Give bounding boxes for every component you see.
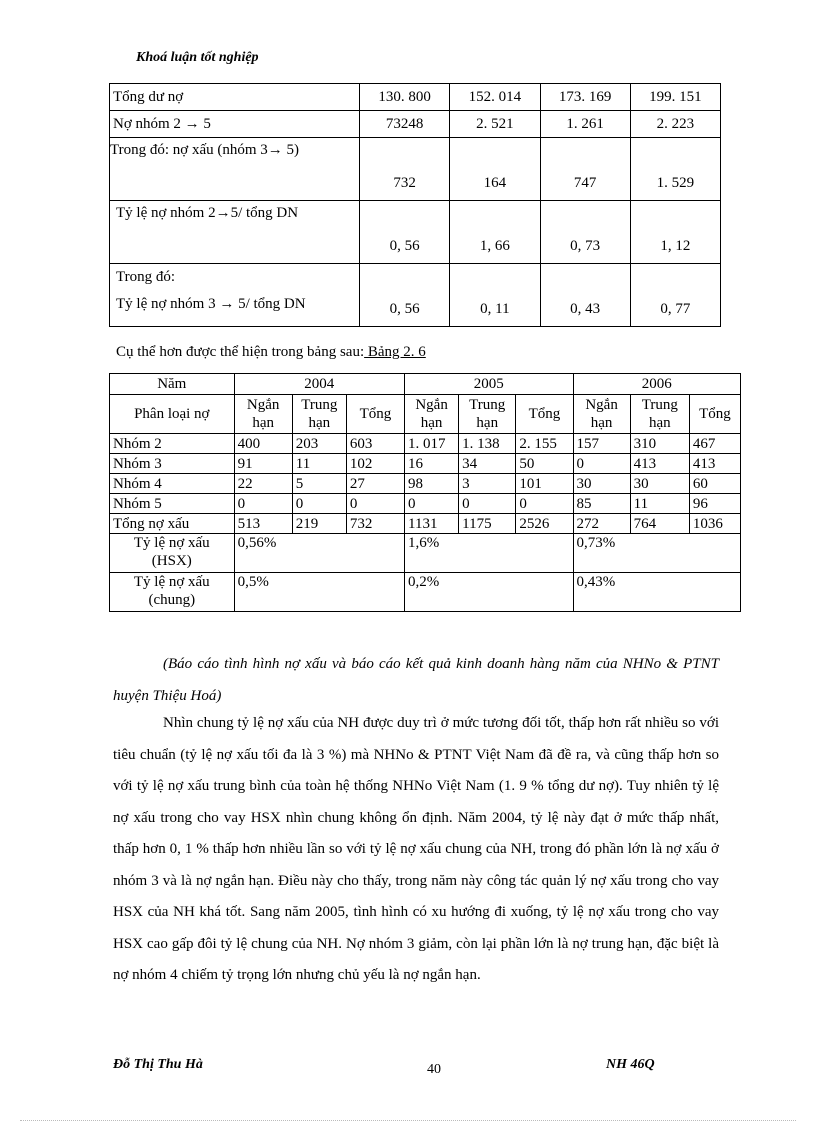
table-cell: 0 (346, 494, 404, 514)
table-cell: 130. 800 (360, 84, 450, 111)
row-label-line: Tỷ lệ nợ nhóm 3 → 5/ tổng DN (116, 296, 306, 312)
table-cell: 101 (516, 474, 573, 494)
table-cell: 30 (630, 474, 689, 494)
row-label (110, 264, 360, 327)
total-header: Tổng (689, 395, 740, 434)
source-note: (Báo cáo tình hình nợ xấu và báo cáo kết quả kinh doanh hàng năm của NHNo & PTNT huyện Thiệu Hoá) (113, 656, 719, 704)
caption-text: Cụ thể hơn được thể hiện trong bảng sau: (116, 344, 365, 360)
table-cell: 1. 529 (630, 138, 720, 201)
table-cell: 1036 (689, 514, 740, 534)
table-cell: 0, 73 (540, 201, 630, 264)
table-row (110, 454, 741, 474)
row-label: Tổng dư nợ (110, 84, 360, 111)
table-cell: 3 (459, 474, 516, 494)
table-cell: 1. 138 (459, 434, 516, 454)
table-cell: 22 (234, 474, 292, 494)
row-label: Trong đó: nợ xấu (nhóm 3→ 5) (110, 138, 360, 201)
table-cell: 219 (292, 514, 346, 534)
table-cell: 27 (346, 474, 404, 494)
table-cell: 2. 223 (630, 111, 720, 138)
table-cell: 0 (405, 494, 459, 514)
table-row (110, 494, 741, 514)
table-subheader-row (110, 395, 741, 434)
label-line: (HSX) (151, 553, 192, 569)
year-2004-header: 2004 (234, 374, 404, 395)
table-cell: 272 (573, 514, 630, 534)
header-line: hạn (252, 415, 274, 431)
label-line: Tỷ lệ nợ xấu (133, 535, 210, 551)
table-cell: 34 (459, 454, 516, 474)
table-cell: 732 (346, 514, 404, 534)
row-label (110, 534, 235, 573)
table-cell: 164 (450, 138, 540, 201)
table-cell: 0 (234, 494, 292, 514)
table-cell: 747 (540, 138, 630, 201)
table-cell: 0 (292, 494, 346, 514)
header-line: Trung (469, 397, 506, 413)
table-row (110, 264, 721, 327)
table-cell: 11 (292, 454, 346, 474)
table-header-row (110, 374, 741, 395)
year-2005-header: 2005 (405, 374, 573, 395)
table-cell: 16 (405, 454, 459, 474)
header-line: Ngắn (585, 397, 618, 413)
table-cell: 1131 (405, 514, 459, 534)
header-line: hạn (648, 415, 671, 431)
label-line: Tỷ lệ nợ xấu (133, 574, 210, 590)
table-cell: 91 (234, 454, 292, 474)
table-cell: 50 (516, 454, 573, 474)
table-cell: 0 (573, 454, 630, 474)
row-label (110, 573, 235, 612)
year-2006-header: 2006 (573, 374, 741, 395)
table-cell: 310 (630, 434, 689, 454)
table-cell: 1. 261 (540, 111, 630, 138)
table-row (110, 514, 741, 534)
label-line: (chung) (148, 592, 196, 608)
year-header: Năm (110, 374, 235, 395)
ratio-row (110, 534, 741, 573)
table-cell: 0,56% (234, 534, 404, 573)
table-cell: 764 (630, 514, 689, 534)
total-header: Tổng (516, 395, 573, 434)
page-bottom-divider (20, 1120, 796, 1121)
table-cell: 5 (292, 474, 346, 494)
table-cell: 0, 11 (450, 264, 540, 327)
row-label: Nợ nhóm 2 → 5 (110, 111, 360, 138)
table-cell: 60 (689, 474, 740, 494)
header-line: hạn (308, 415, 331, 431)
table-cell: 0,43% (573, 573, 741, 612)
table-cell: 513 (234, 514, 292, 534)
table-cell: 603 (346, 434, 404, 454)
header-line: Ngắn (246, 397, 280, 413)
row-label: Tổng nợ xấu (110, 514, 235, 534)
table-cell: 157 (573, 434, 630, 454)
ratio-row (110, 573, 741, 612)
short-term-header (573, 395, 630, 434)
debt-summary-table (109, 83, 721, 327)
medium-term-header (459, 395, 516, 434)
row-label: Nhóm 5 (110, 494, 235, 514)
table-row (110, 474, 741, 494)
caption-table-ref: Bảng 2. 6 (364, 344, 426, 360)
document-header: Khoá luận tốt nghiệp (136, 50, 259, 65)
table-cell: 0 (459, 494, 516, 514)
table-cell: 0 (516, 494, 573, 514)
page-number: 40 (427, 1062, 441, 1077)
body-paragraph: Nhìn chung tỷ lệ nợ xấu của NH được duy trì ở mức tương đối tốt, thấp hơn rất nhiều so với tiêu chuẩn (tỷ lệ nợ xấu tối đa là 3 %) mà NHNo & PTNT Việt Nam đã đề ra, và cũng thấp hơn so với tỷ lệ nợ xấu trung bình của toàn hệ thống NHNo Việt Nam (1. 9 % tổng dư nợ). Tuy nhiên tỷ lệ nợ xấu trong cho vay HSX nhìn chung không ổn định. Năm 2004, tỷ lệ này đạt ở mức thấp nhất, thấp hơn 0, 1 % thấp hơn nhiều lần so với tỷ lệ nợ xấu chung của NH, trong đó phần lớn là nợ xấu ở nhóm 3 và là nợ ngắn hạn. Điều này cho thấy, trong năm này công tác quản lý nợ xấu trong cho vay HSX của NH khá tốt. Sang năm 2005, tình hình có xu hướng đi xuống, tỷ lệ nợ xấu trong cho vay HSX cao gấp đôi tỷ lệ chung của NH. Nợ nhóm 3 giảm, còn lại phần lớn là nợ trung hạn, đặc biệt là nợ nhóm 4 chiếm tỷ trọng lớn nhưng chủ yếu là nợ ngắn hạn. (113, 715, 719, 983)
table-cell: 0, 43 (540, 264, 630, 327)
table-cell: 0, 77 (630, 264, 720, 327)
table-cell: 85 (573, 494, 630, 514)
table-cell: 467 (689, 434, 740, 454)
row-label-line: Trong đó: (116, 269, 176, 285)
short-term-header (405, 395, 459, 434)
row-label: Nhóm 4 (110, 474, 235, 494)
medium-term-header (292, 395, 346, 434)
table-row (110, 201, 721, 264)
medium-term-header (630, 395, 689, 434)
table-cell: 98 (405, 474, 459, 494)
row-label: Tỷ lệ nợ nhóm 2→5/ tổng DN (110, 201, 360, 264)
table-cell: 199. 151 (630, 84, 720, 111)
table-cell: 2. 155 (516, 434, 573, 454)
table-cell: 0,73% (573, 534, 741, 573)
table-cell: 400 (234, 434, 292, 454)
bad-debt-classification-table (109, 373, 741, 612)
table-cell: 152. 014 (450, 84, 540, 111)
table-cell: 1. 017 (405, 434, 459, 454)
table-cell: 0,5% (234, 573, 404, 612)
table-cell: 0, 56 (360, 264, 450, 327)
header-line: hạn (590, 415, 613, 431)
classify-header: Phân loại nợ (110, 395, 235, 434)
table-cell: 11 (630, 494, 689, 514)
header-line: hạn (476, 415, 499, 431)
table-cell: 73248 (360, 111, 450, 138)
row-label: Nhóm 3 (110, 454, 235, 474)
header-line: hạn (420, 415, 443, 431)
table-caption (116, 344, 426, 361)
header-line: Trung (641, 397, 678, 413)
table-cell: 173. 169 (540, 84, 630, 111)
table-cell: 1175 (459, 514, 516, 534)
footer-author: Đỗ Thị Thu Hà (113, 1057, 203, 1072)
header-line: Ngắn (415, 397, 448, 413)
table-cell: 0,2% (405, 573, 573, 612)
row-label: Nhóm 2 (110, 434, 235, 454)
table-cell: 203 (292, 434, 346, 454)
table-cell: 413 (630, 454, 689, 474)
short-term-header (234, 395, 292, 434)
table-cell: 102 (346, 454, 404, 474)
table-cell: 1, 12 (630, 201, 720, 264)
footer-class: NH 46Q (606, 1057, 655, 1072)
table-cell: 413 (689, 454, 740, 474)
table-cell: 1,6% (405, 534, 573, 573)
table-cell: 96 (689, 494, 740, 514)
table-row (110, 434, 741, 454)
table-cell: 30 (573, 474, 630, 494)
table-row (110, 84, 721, 111)
table-row (110, 111, 721, 138)
table-cell: 732 (360, 138, 450, 201)
table-cell: 2526 (516, 514, 573, 534)
table-cell: 0, 56 (360, 201, 450, 264)
table-cell: 1, 66 (450, 201, 540, 264)
table-row (110, 138, 721, 201)
header-line: Trung (301, 397, 338, 413)
table-cell: 2. 521 (450, 111, 540, 138)
total-header: Tổng (346, 395, 404, 434)
